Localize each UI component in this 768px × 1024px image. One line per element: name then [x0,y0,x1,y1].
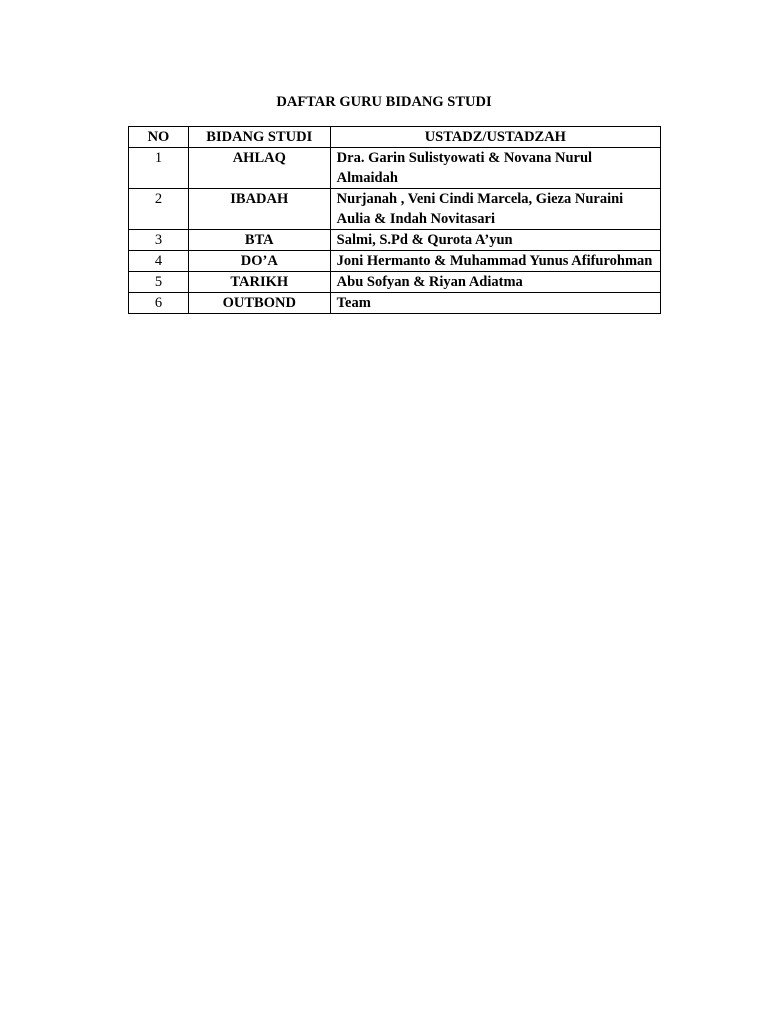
table-row [129,230,661,251]
row-subject: TARIKH [188,272,330,293]
row-teacher: Nurjanah , Veni Cindi Marcela, Gieza Nuraini Aulia & Indah Novitasari [330,189,660,230]
row-subject: AHLAQ [188,148,330,189]
row-number: 4 [129,251,189,272]
row-subject: IBADAH [188,189,330,230]
table-header-row [129,127,661,148]
row-teacher: Dra. Garin Sulistyowati & Novana Nurul Almaidah [330,148,660,189]
row-teacher: Salmi, S.Pd & Qurota A’yun [330,230,660,251]
row-number: 2 [129,189,189,230]
row-teacher: Joni Hermanto & Muhammad Yunus Afifurohman [330,251,660,272]
table-row [129,293,661,314]
row-teacher: Abu Sofyan & Riyan Adiatma [330,272,660,293]
column-header-subject: BIDANG STUDI [188,127,330,148]
row-number: 6 [129,293,189,314]
row-number: 3 [129,230,189,251]
row-subject: BTA [188,230,330,251]
row-number: 1 [129,148,189,189]
row-teacher: Team [330,293,660,314]
column-header-no: NO [129,127,189,148]
row-subject: DO’A [188,251,330,272]
table-row [129,251,661,272]
teacher-table [128,126,661,314]
table-row [129,189,661,230]
table-row [129,148,661,189]
page-title: DAFTAR GURU BIDANG STUDI [276,94,492,110]
table-row [129,272,661,293]
row-number: 5 [129,272,189,293]
column-header-teacher: USTADZ/USTADZAH [330,127,660,148]
row-subject: OUTBOND [188,293,330,314]
